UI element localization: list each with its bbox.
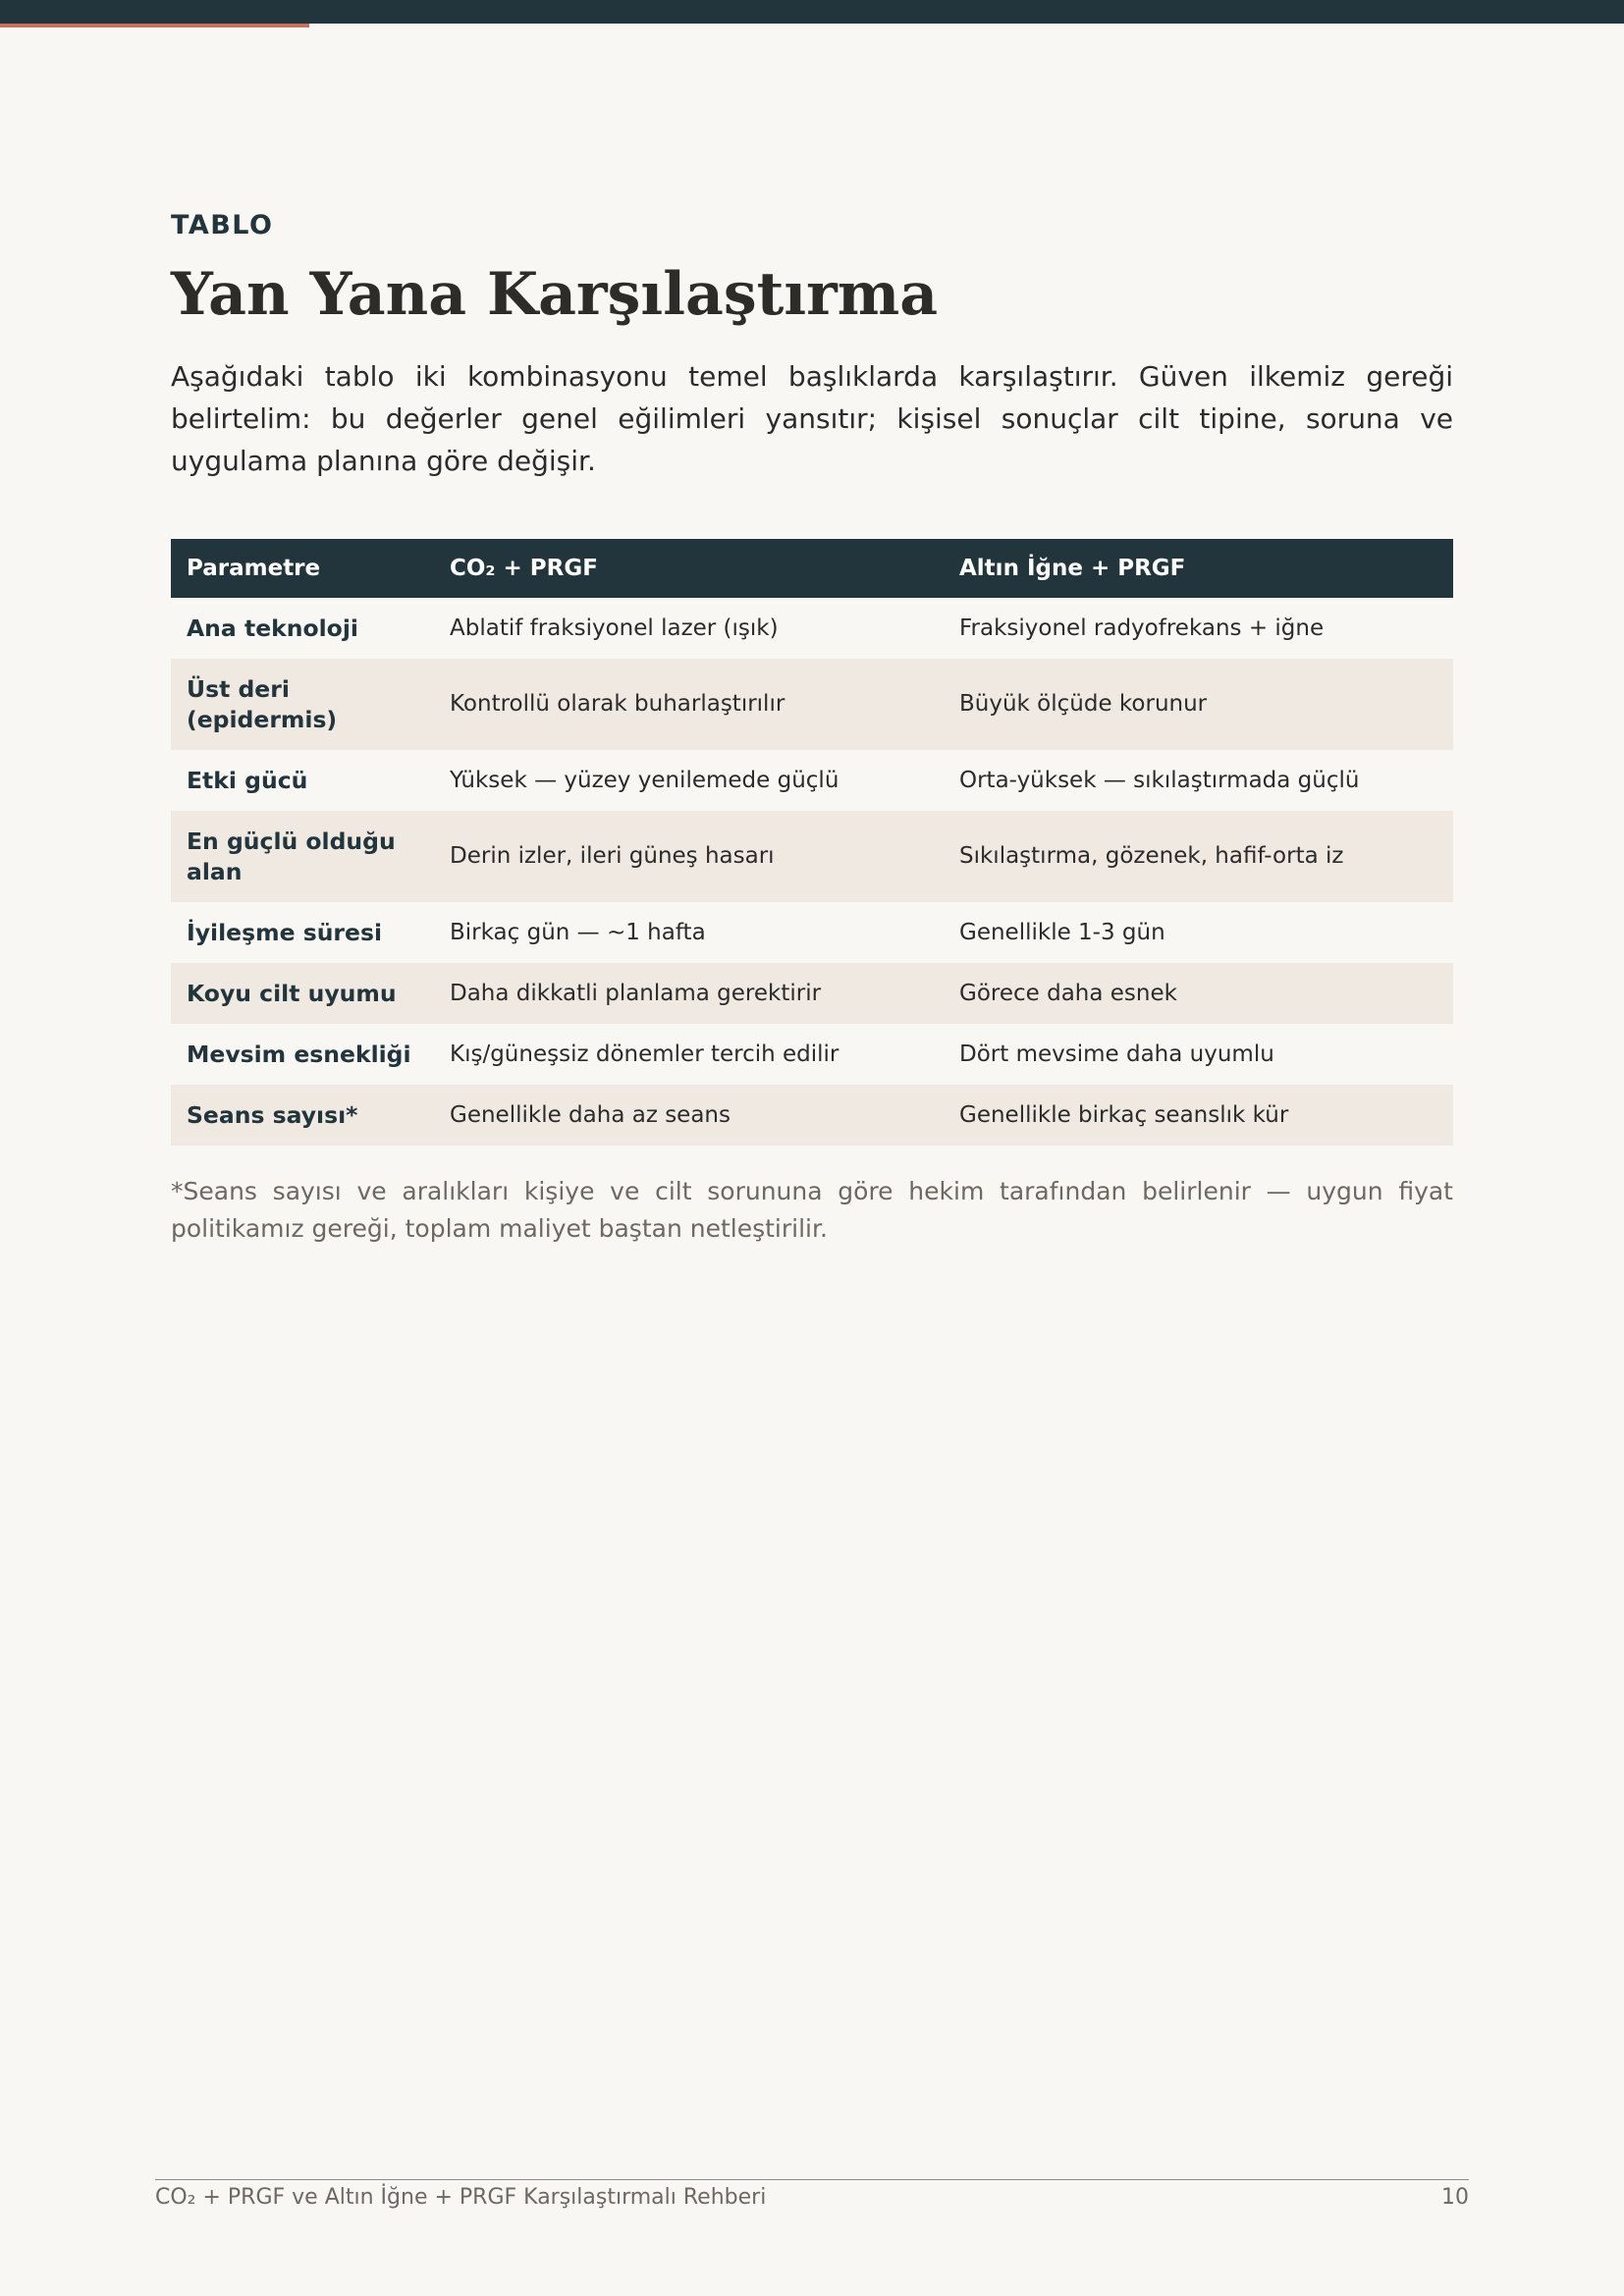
footer-document-title: CO₂ + PRGF ve Altın İğne + PRGF Karşılaştırmalı Rehberi <box>155 2185 767 2210</box>
table-row <box>171 902 1453 963</box>
header-co2-prgf: CO₂ + PRGF <box>434 539 944 598</box>
row-gold-value: Sıkılaştırma, gözenek, hafif-orta iz <box>944 811 1453 902</box>
row-co2-value: Kış/güneşsiz dönemler tercih edilir <box>434 1024 944 1085</box>
row-parameter: Koyu cilt uyumu <box>171 963 434 1024</box>
row-co2-value: Derin izler, ileri güneş hasarı <box>434 811 944 902</box>
table-row <box>171 1024 1453 1085</box>
table-row <box>171 598 1453 659</box>
footer-divider <box>155 2179 1469 2180</box>
table-header-row <box>171 539 1453 598</box>
comparison-table <box>171 539 1453 1146</box>
row-gold-value: Genellikle birkaç seanslık kür <box>944 1085 1453 1146</box>
row-co2-value: Kontrollü olarak buharlaştırılır <box>434 659 944 750</box>
table-footnote: *Seans sayısı ve aralıkları kişiye ve cilt sorununa göre hekim tarafından belirlenir — uygun fiyat politikamız gereği, toplam maliyet baştan netleştirilir. <box>171 1177 1453 1243</box>
row-gold-value: Fraksiyonel radyofrekans + iğne <box>944 598 1453 659</box>
footer-page-number: 10 <box>1441 2185 1469 2210</box>
row-co2-value: Daha dikkatli planlama gerektirir <box>434 963 944 1024</box>
row-parameter: Mevsim esnekliği <box>171 1024 434 1085</box>
row-gold-value: Orta-yüksek — sıkılaştırmada güçlü <box>944 750 1453 811</box>
row-co2-value: Ablatif fraksiyonel lazer (ışık) <box>434 598 944 659</box>
row-gold-value: Dört mevsime daha uyumlu <box>944 1024 1453 1085</box>
row-co2-value: Genellikle daha az seans <box>434 1085 944 1146</box>
header-parameter: Parametre <box>171 539 434 598</box>
row-parameter: Etki gücü <box>171 750 434 811</box>
row-gold-value: Görece daha esnek <box>944 963 1453 1024</box>
intro-paragraph: Aşağıdaki tablo iki kombinasyonu temel başlıklarda karşılaştırır. Güven ilkemiz gereği belirtelim: bu değerler genel eğilimleri yansıtır; kişisel sonuçlar cilt tipine, soruna ve uygulama planına göre değişir. <box>171 360 1453 477</box>
row-parameter: Üst deri (epidermis) <box>171 659 434 750</box>
row-parameter: Ana teknoloji <box>171 598 434 659</box>
table-row <box>171 750 1453 811</box>
row-parameter: İyileşme süresi <box>171 902 434 963</box>
table-row <box>171 659 1453 750</box>
header-gold-needle-prgf: Altın İğne + PRGF <box>944 539 1453 598</box>
row-parameter: Seans sayısı* <box>171 1085 434 1146</box>
row-co2-value: Birkaç gün — ~1 hafta <box>434 902 944 963</box>
page-content <box>171 206 1453 1248</box>
table-row <box>171 963 1453 1024</box>
row-gold-value: Büyük ölçüde korunur <box>944 659 1453 750</box>
table-row <box>171 811 1453 902</box>
top-accent-line <box>0 24 309 27</box>
top-bar <box>0 0 1624 24</box>
section-label: TABLO <box>171 210 274 240</box>
row-gold-value: Genellikle 1-3 gün <box>944 902 1453 963</box>
row-parameter: En güçlü olduğu alan <box>171 811 434 902</box>
page-title: Yan Yana Karşılaştırma <box>171 260 939 329</box>
table-row <box>171 1085 1453 1146</box>
row-co2-value: Yüksek — yüzey yenilemede güçlü <box>434 750 944 811</box>
